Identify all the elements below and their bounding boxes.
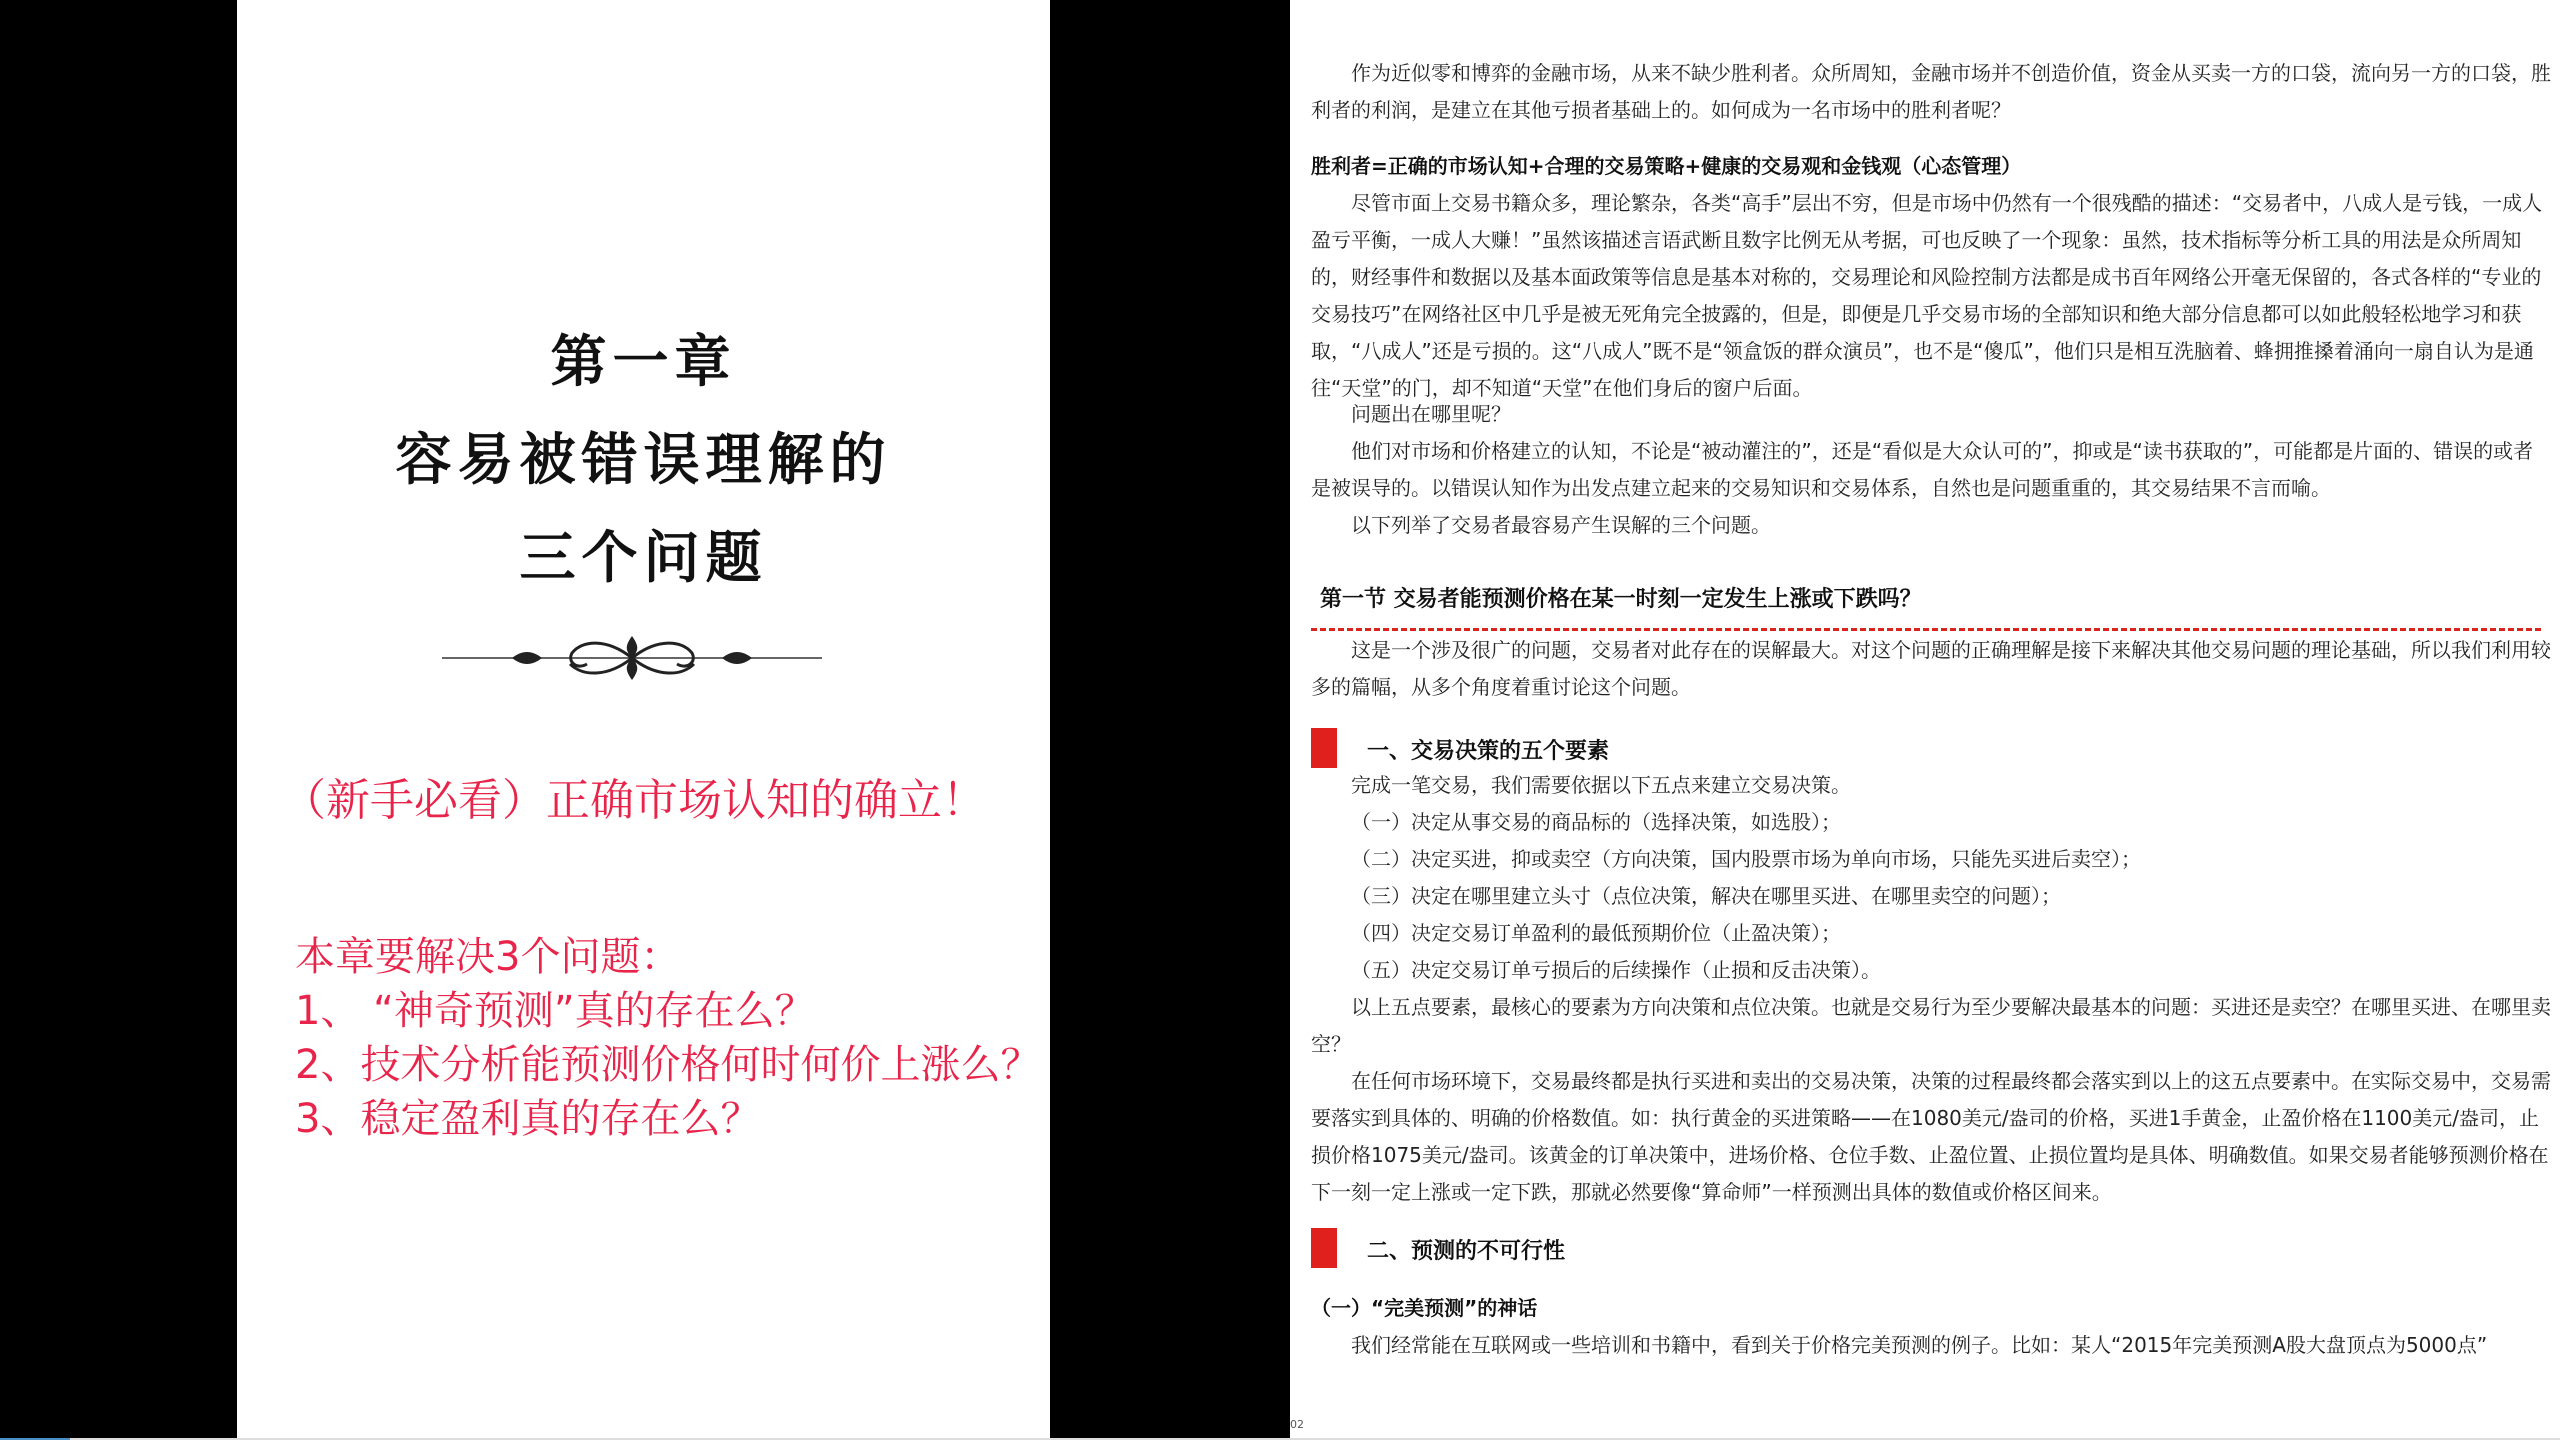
intro-paragraph: 作为近似零和博弈的金融市场，从来不缺少胜利者。众所周知，金融市场并不创造价值，资金从买卖一方的口袋，流向另一方的口袋，胜利者的利润，是建立在其他亏损者基础上的。如何成为一名市场中的胜利者呢？ bbox=[1311, 61, 2551, 122]
left-page bbox=[237, 0, 1050, 1440]
list-item: （一）决定从事交易的商品标的（选择决策，如选股）； bbox=[1351, 810, 1841, 834]
paragraph-prediction-example: 我们经常能在互联网或一些培训和书籍中，看到关于价格完美预测的例子。比如：某人“2015年完美预测A股大盘顶点为5000点” bbox=[1351, 1333, 2488, 1357]
list-item: （二）决定买进，抑或卖空（方向决策，国内股票市场为单向市场，只能先买进后卖空）； bbox=[1351, 847, 2141, 871]
paragraph-gold-example: 在任何市场环境下，交易最终都是执行买进和卖出的交易决策，决策的过程最终都会落实到以上的这五点要素中。在实际交易中，交易需要落实到具体的、明确的价格数值。如：执行黄金的买进策略——在1080美元/盎司的价格，买进1手黄金，止盈价格在1100美元/盎司，止损价格1075美元/盎司。该黄金的订单决策中，进场价格、仓位手数、止盈位置、止损位置均是具体、明确数值。如果交易者能够预测价格在下一刻一定上涨或一定下跌，那就必然要像“算命师”一样预测出具体的数值或价格区间来。 bbox=[1311, 1069, 2551, 1204]
center-black-gap bbox=[1050, 0, 1290, 1440]
chapter-title-line2: 三个问题 bbox=[519, 525, 768, 591]
heading-marker bbox=[1311, 728, 1337, 768]
winner-formula: 胜利者=正确的市场认知+合理的交易策略+健康的交易观和金钱观（心态管理） bbox=[1311, 154, 2022, 178]
paragraph-core-elements: 以上五点要素，最核心的要素为方向决策和点位决策。也就是交易行为至少要解决最基本的问题：买进还是卖空？在哪里买进、在哪里卖空？ bbox=[1311, 995, 2551, 1056]
paragraph-list-intro: 以下列举了交易者最容易产生误解的三个问题。 bbox=[1351, 513, 1771, 537]
chapter-questions bbox=[295, 930, 1040, 1146]
paragraph-section-intro: 这是一个涉及很广的问题，交易者对此存在的误解最大。对这个问题的正确理解是接下来解决其他交易问题的理论基础，所以我们利用较多的篇幅，从多个角度着重讨论这个问题。 bbox=[1311, 638, 2551, 699]
left-black-margin bbox=[0, 0, 237, 1440]
list-item: （四）决定交易订单盈利的最低预期价位（止盈决策）； bbox=[1351, 921, 1841, 945]
chapter-number: 第一章 bbox=[550, 329, 737, 395]
section-heading: 第一节 交易者能预测价格在某一时刻一定发生上涨或下跌吗？ bbox=[1320, 587, 1922, 612]
paragraph-cognition: 他们对市场和价格建立的认知，不论是“被动灌注的”，还是“看似是大众认可的”，抑或是“读书获取的”，可能都是片面的、错误的或者是被误导的。以错误认知作为出发点建立起来的交易知识和交易体系，自然也是问题重重的，其交易结果不言而喻。 bbox=[1311, 439, 2534, 500]
paragraph-eighty-percent: 尽管市面上交易书籍众多，理论繁杂，各类“高手”层出不穷，但是市场中仍然有一个很残酷的描述：“交易者中，八成人是亏钱，一成人盈亏平衡，一成人大赚！”虽然该描述言语武断且数字比例无从考据，可也反映了一个现象：虽然，技术指标等分析工具的用法是众所周知的，财经事件和数据以及基本面政策等信息是基本对称的，交易理论和风险控制方法都是成书百年网络公开毫无保留的，各式各样的“专业的交易技巧”在网络社区中几乎是被无死角完全披露的，但是，即便是几乎交易市场的全部知识和绝大部分信息都可以如此般轻松地学习和获取，“八成人”还是亏损的。这“八成人”既不是“领盒饭的群众演员”，也不是“傻瓜”，他们只是相互洗脑着、蜂拥推搡着涌向一扇自认为是通往“天堂”的门，却不知道“天堂”在他们身后的窗户后面。 bbox=[1311, 191, 2543, 400]
page-number: 02 bbox=[1290, 1418, 1304, 1431]
heading-marker bbox=[1311, 1228, 1337, 1268]
heading-text: 一、交易决策的五个要素 bbox=[1367, 739, 1610, 764]
subheading-perfect-prediction: （一）“完美预测”的神话 bbox=[1311, 1296, 1538, 1320]
question-3: 3、稳定盈利真的存在么？ bbox=[295, 1096, 761, 1142]
list-item: （五）决定交易订单亏损后的后续操作（止损和反击决策）。 bbox=[1351, 958, 1881, 982]
chapter-subtitle: （新手必看）正确市场认知的确立！ bbox=[282, 775, 986, 826]
section-divider bbox=[1311, 628, 2541, 631]
chapter-title-line1: 容易被错误理解的 bbox=[395, 427, 892, 493]
paragraph-question: 问题出在哪里呢？ bbox=[1351, 402, 1511, 426]
question-2: 2、技术分析能预测价格何时何价上涨么？ bbox=[295, 1042, 1041, 1088]
paragraph-five-points: 完成一笔交易，我们需要依据以下五点来建立交易决策。 bbox=[1351, 773, 1851, 797]
right-page bbox=[1290, 0, 2560, 1440]
heading-text: 二、预测的不可行性 bbox=[1367, 1239, 1566, 1264]
ornament-divider-icon bbox=[442, 628, 822, 688]
list-item: （三）决定在哪里建立头寸（点位决策，解决在哪里买进、在哪里卖空的问题）； bbox=[1351, 884, 2061, 908]
questions-intro: 本章要解决3个问题： bbox=[295, 934, 681, 980]
question-1: 1、 “神奇预测”真的存在么？ bbox=[295, 988, 815, 1034]
